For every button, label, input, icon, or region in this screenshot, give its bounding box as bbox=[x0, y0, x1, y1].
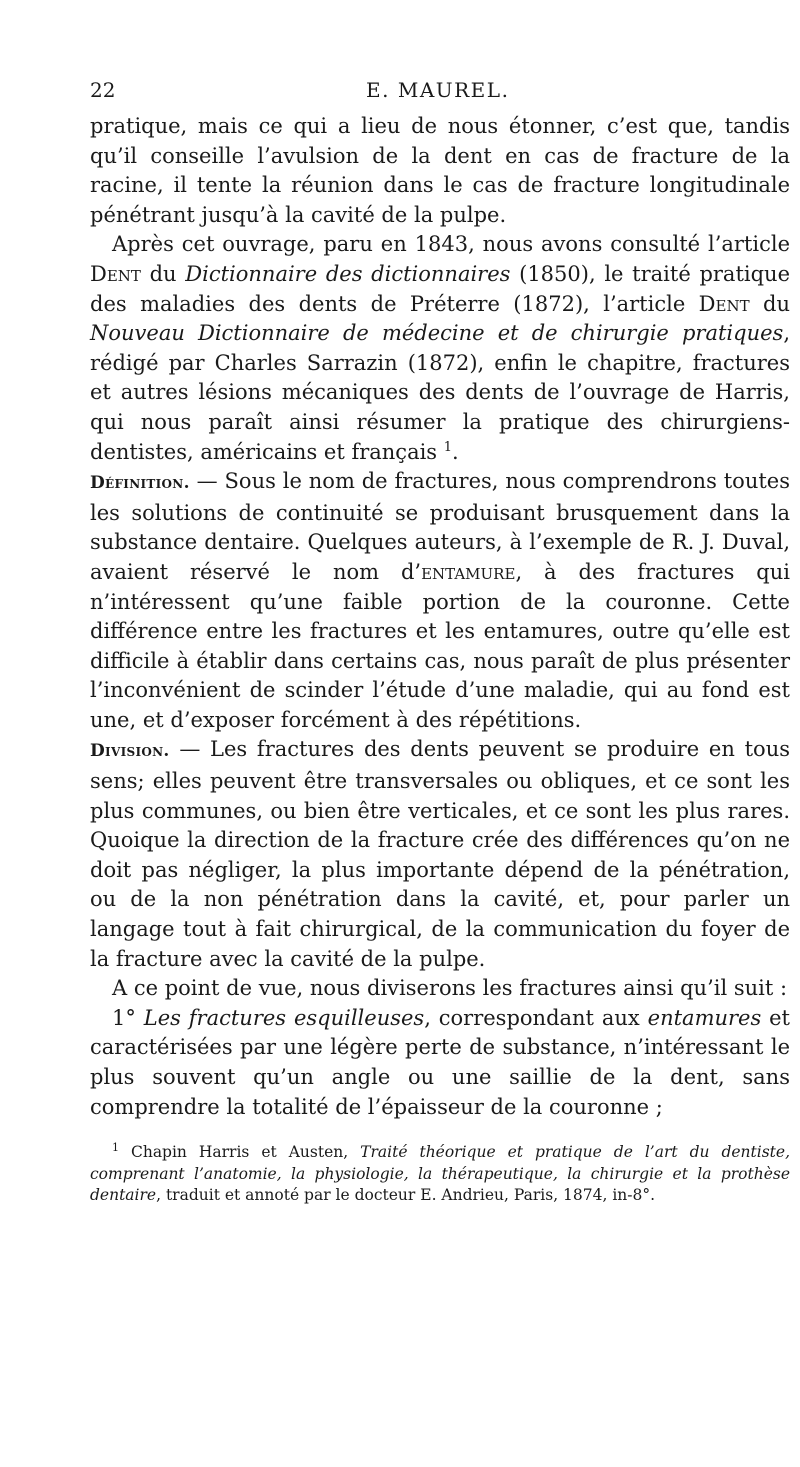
book-page bbox=[90, 78, 790, 1207]
term-fractures-esquilleuses: Les fractures esquilleuses bbox=[143, 1005, 425, 1030]
page-body bbox=[90, 112, 790, 1122]
paragraph-division: Division. — Les fractures des dents peuvent se produire en tous sens; elles peuvent être transversales ou obliques, et ce sont les plus communes, ou bien être verticales, et ce sont les plus rares. Quoique la direction de la fracture crée des différences qu’on ne doit pas négliger, la plus importante dépend de la pénétration, ou de la non pénétration dans la cavité, et, pour parler un langage tout à fait chirurgical, de la communication du foyer de la fracture avec la cavité de la pulpe. bbox=[90, 737, 790, 971]
paragraph-classification-intro: A ce point de vue, nous diviserons les fractures ainsi qu’il suit : bbox=[112, 976, 788, 1001]
footnote-number: 1 bbox=[112, 1141, 119, 1155]
article-title-dent-2: Dent bbox=[698, 291, 750, 316]
page-header bbox=[90, 78, 790, 112]
term-entamure: entamure bbox=[421, 559, 516, 584]
dictionary-title: Dictionnaire des dictionnaires bbox=[185, 261, 511, 286]
list-item-fractures-esquilleuses: 1° Les fractures esquilleuses, correspondant aux entamures et caractérisées par une légère perte de substance, n’intéressant le plus souvent qu’un angle ou une saillie de la dent, sans comprendre la totalité de l’épaisseur de la couronne ; bbox=[90, 1005, 790, 1119]
paragraph-definition: Définition. — Sous le nom de fractures, nous comprendrons toutes les solutions de continuité se produisant brusquement dans la substance dentaire. Quelques auteurs, à l’exemple de R. J. Duval, avaient réservé le nom d’entamure, à des fractures qui n’intéressent qu’une faible portion de la couronne. Cette différence entre les fractures et les entamures, outre qu’elle est difficile à établir dans certains cas, nous paraît de plus présenter l’inconvénient de scinder l’étude d’une maladie, qui au fond est une, et d’exposer forcément à des répétitions. bbox=[90, 469, 790, 732]
section-term-division: Division. bbox=[90, 741, 170, 762]
paragraph-sources: Après cet ouvrage, paru en 1843, nous avons consulté l’article Dent du Dictionnaire des dictionnaires (1850), le traité pratique des maladies des dents de Préterre (1872), l’article Dent du Nouveau Dictionnaire de médecine et de chirurgie pratiques, rédigé par Charles Sarrazin (1872), enfin le chapitre, fractures et autres lésions mécaniques des dents de l’ouvrage de Harris, qui nous paraît ainsi résumer la pratique des chirurgiens-dentistes, américains et français $^1$. bbox=[90, 232, 790, 464]
footnote: $^1$ Chapin Harris et Austen, Traité théorique et pratique de l’art du dentiste, comprenant l’anatomie, la physiologie, la thérapeutique, la chirurgie et la prothèse dentaire, traduit et annoté par le docteur E. Andrieu, Paris, 1874, in-8°. bbox=[90, 1141, 790, 1205]
term-entamures: entamures bbox=[647, 1005, 762, 1030]
running-head: E. MAUREL. bbox=[366, 78, 510, 102]
footnotes bbox=[90, 1142, 790, 1207]
article-title-dent: Dent bbox=[90, 261, 141, 286]
footnote-book-title: Traité théorique et pratique de l’art du dentiste, comprenant l’anatomie, la physiologie, la thérapeutique, la chirurgie et la prothèse dentaire bbox=[90, 1143, 790, 1205]
page-number: 22 bbox=[90, 78, 116, 102]
section-term-definition: Définition. bbox=[90, 473, 190, 494]
dictionary-title-2: Nouveau Dictionnaire de médecine et de chirurgie pratiques bbox=[90, 321, 784, 346]
paragraph-continuation: pratique, mais ce qui a lieu de nous étonner, c’est que, tandis qu’il conseille l’avulsion de la dent en cas de fracture de la racine, il tente la réunion dans le cas de fracture longitudinale pénétrant jusqu’à la cavité de la pulpe. bbox=[90, 114, 790, 227]
footnote-reference: 1 bbox=[443, 439, 453, 455]
